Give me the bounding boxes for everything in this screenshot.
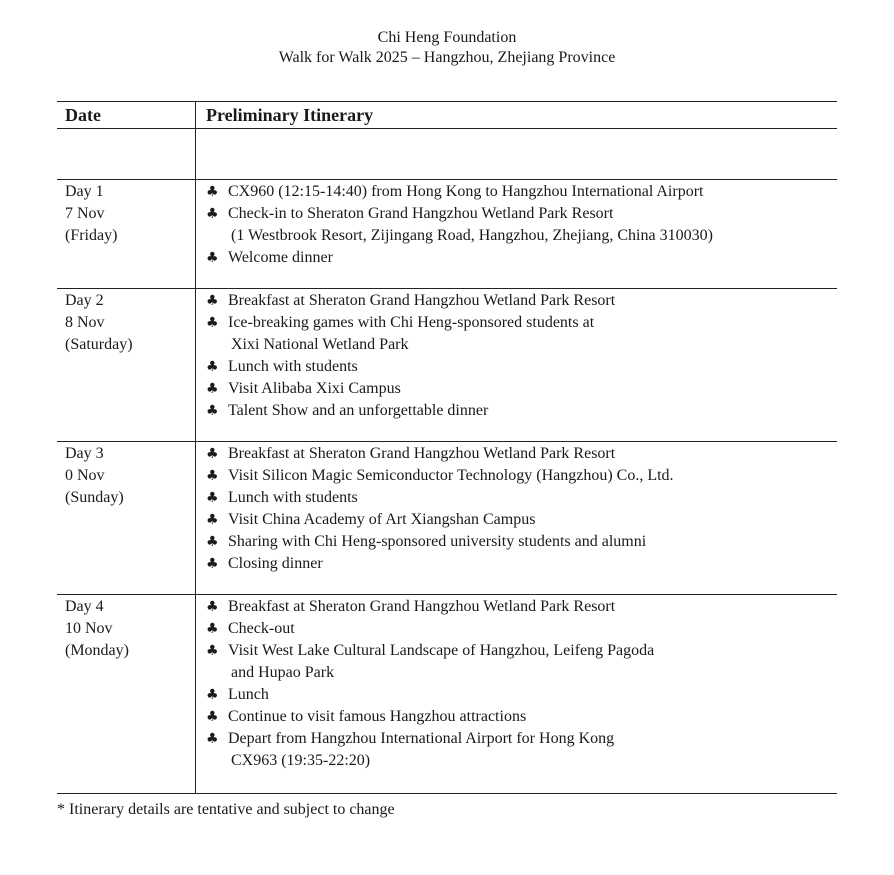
day-items-cell <box>196 442 838 595</box>
event-title: Walk for Walk 2025 – Hangzhou, Zhejiang Province <box>278 49 616 66</box>
itinerary-item <box>206 640 837 684</box>
item-continuation-line: Xixi National Wetland Park <box>231 336 409 353</box>
day-row <box>57 595 837 794</box>
day-date: 8 Nov <box>65 314 105 331</box>
day-items-cell <box>196 289 838 442</box>
itinerary-item <box>206 312 837 356</box>
day-date: 10 Nov <box>65 620 113 637</box>
itinerary-item <box>206 400 837 422</box>
itinerary-item-text <box>228 312 837 356</box>
club-bullet-icon: ♣ <box>206 403 219 419</box>
itinerary-item <box>206 247 837 269</box>
itinerary-item <box>206 684 837 706</box>
itinerary-item <box>206 203 837 247</box>
day-weekday: (Friday) <box>65 227 118 244</box>
itinerary-item-text <box>228 203 837 247</box>
day-date-block <box>65 180 195 247</box>
spacer-row <box>57 129 837 180</box>
itinerary-item-text <box>228 290 837 312</box>
item-continuation-line: CX963 (19:35-22:20) <box>231 752 371 769</box>
club-bullet-icon: ♣ <box>206 490 219 506</box>
itinerary-item-text <box>228 443 837 465</box>
itinerary-item-text <box>228 400 837 422</box>
club-bullet-icon: ♣ <box>206 381 219 397</box>
day-row <box>57 442 837 595</box>
club-bullet-icon: ♣ <box>206 512 219 528</box>
item-line: CX960 (12:15-14:40) from Hong Kong to Hangzhou International Airport <box>228 183 704 200</box>
item-continuation-line: (1 Westbrook Resort, Zijingang Road, Hangzhou, Zhejiang, China 310030) <box>231 227 713 244</box>
day-items-list <box>206 289 837 441</box>
document-title-block <box>0 28 894 68</box>
club-bullet-icon: ♣ <box>206 643 219 659</box>
club-bullet-icon: ♣ <box>206 556 219 572</box>
day-row <box>57 289 837 442</box>
club-bullet-icon: ♣ <box>206 446 219 462</box>
club-bullet-icon: ♣ <box>206 206 219 222</box>
day-items-cell <box>196 595 838 794</box>
itinerary-item-text <box>228 640 837 684</box>
day-date-cell <box>57 442 196 595</box>
itinerary-item <box>206 509 837 531</box>
item-line: Visit China Academy of Art Xiangshan Campus <box>228 511 536 528</box>
day-weekday: (Saturday) <box>65 336 133 353</box>
item-line: Welcome dinner <box>228 249 333 266</box>
club-bullet-icon: ♣ <box>206 687 219 703</box>
day-weekday: (Monday) <box>65 642 129 659</box>
day-date-block <box>65 595 195 662</box>
itinerary-item <box>206 465 837 487</box>
itinerary-item-text <box>228 618 837 640</box>
club-bullet-icon: ♣ <box>206 534 219 550</box>
club-bullet-icon: ♣ <box>206 599 219 615</box>
day-date-cell <box>57 180 196 289</box>
itinerary-item <box>206 290 837 312</box>
itinerary-item <box>206 181 837 203</box>
itinerary-item <box>206 596 837 618</box>
itinerary-item <box>206 443 837 465</box>
item-line: Ice-breaking games with Chi Heng-sponsored students at <box>228 314 595 331</box>
item-continuation-line: and Hupao Park <box>231 664 335 681</box>
itinerary-item <box>206 487 837 509</box>
itinerary-item-text <box>228 247 837 269</box>
item-line: Sharing with Chi Heng-sponsored university students and alumni <box>228 533 647 550</box>
itinerary-item-text <box>228 509 837 531</box>
day-items-list <box>206 180 837 288</box>
itinerary-column-header: Preliminary Itinerary <box>196 102 838 129</box>
club-bullet-icon: ♣ <box>206 731 219 747</box>
club-bullet-icon: ♣ <box>206 184 219 200</box>
day-date-cell <box>57 595 196 794</box>
item-line: Lunch with students <box>228 358 358 375</box>
itinerary-table <box>57 101 837 794</box>
day-date-block <box>65 289 195 356</box>
itinerary-item-text <box>228 378 837 400</box>
itinerary-item-text <box>228 356 837 378</box>
itinerary-item <box>206 706 837 728</box>
day-row <box>57 180 837 289</box>
club-bullet-icon: ♣ <box>206 359 219 375</box>
itinerary-item-text <box>228 487 837 509</box>
club-bullet-icon: ♣ <box>206 468 219 484</box>
item-line: Continue to visit famous Hangzhou attractions <box>228 708 527 725</box>
item-line: Visit West Lake Cultural Landscape of Hangzhou, Leifeng Pagoda <box>228 642 655 659</box>
table-header-row <box>57 102 837 129</box>
club-bullet-icon: ♣ <box>206 250 219 266</box>
itinerary-item-text <box>228 553 837 575</box>
itinerary-item-text <box>228 728 837 772</box>
itinerary-item <box>206 728 837 772</box>
day-date-block <box>65 442 195 509</box>
item-line: Lunch with students <box>228 489 358 506</box>
spacer-items-cell <box>196 129 838 180</box>
item-line: Breakfast at Sheraton Grand Hangzhou Wetland Park Resort <box>228 445 616 462</box>
club-bullet-icon: ♣ <box>206 709 219 725</box>
itinerary-item <box>206 618 837 640</box>
itinerary-item-text <box>228 596 837 618</box>
itinerary-item <box>206 378 837 400</box>
footnote: * Itinerary details are tentative and subject to change <box>57 801 395 818</box>
club-bullet-icon: ♣ <box>206 621 219 637</box>
day-label: Day 1 <box>65 183 104 200</box>
day-label: Day 2 <box>65 292 104 309</box>
itinerary-item <box>206 531 837 553</box>
spacer-date-cell <box>57 129 196 180</box>
itinerary-item-text <box>228 684 837 706</box>
itinerary-item-text <box>228 181 837 203</box>
club-bullet-icon: ♣ <box>206 293 219 309</box>
itinerary-item-text <box>228 706 837 728</box>
organization-name: Chi Heng Foundation <box>377 29 517 46</box>
itinerary-item-text <box>228 465 837 487</box>
itinerary-item-text <box>228 531 837 553</box>
day-items-list <box>206 442 837 594</box>
club-bullet-icon: ♣ <box>206 315 219 331</box>
day-date-cell <box>57 289 196 442</box>
item-line: Depart from Hangzhou International Airport for Hong Kong <box>228 730 615 747</box>
item-line: Check-in to Sheraton Grand Hangzhou Wetland Park Resort <box>228 205 614 222</box>
itinerary-item <box>206 356 837 378</box>
item-line: Talent Show and an unforgettable dinner <box>228 402 489 419</box>
item-line: Lunch <box>228 686 269 703</box>
day-date: 7 Nov <box>65 205 105 222</box>
item-line: Visit Alibaba Xixi Campus <box>228 380 401 397</box>
item-line: Visit Silicon Magic Semiconductor Technology (Hangzhou) Co., Ltd. <box>228 467 674 484</box>
day-items-list <box>206 595 837 793</box>
day-label: Day 3 <box>65 445 104 462</box>
itinerary-item <box>206 553 837 575</box>
item-line: Breakfast at Sheraton Grand Hangzhou Wetland Park Resort <box>228 292 616 309</box>
item-line: Breakfast at Sheraton Grand Hangzhou Wetland Park Resort <box>228 598 616 615</box>
day-label: Day 4 <box>65 598 104 615</box>
day-date: 0 Nov <box>65 467 105 484</box>
item-line: Closing dinner <box>228 555 323 572</box>
day-items-cell <box>196 180 838 289</box>
date-column-header: Date <box>57 102 196 129</box>
item-line: Check-out <box>228 620 295 637</box>
day-weekday: (Sunday) <box>65 489 124 506</box>
